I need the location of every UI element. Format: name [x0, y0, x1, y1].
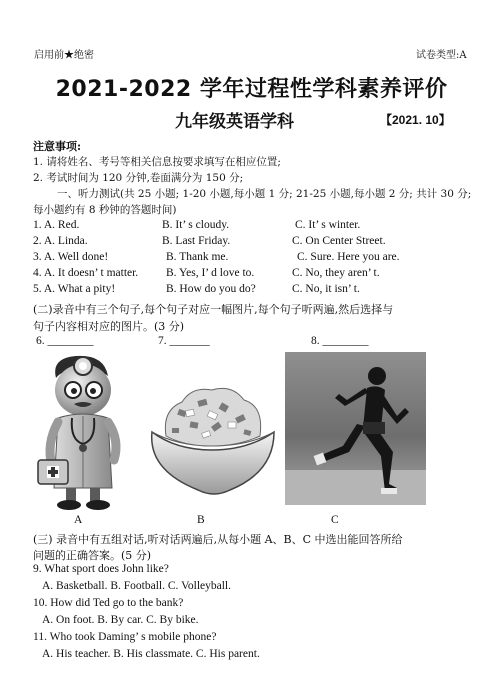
- q10-question: 10. How did Ted go to the bank?: [33, 597, 184, 609]
- q5-option-c: C. No, it isn’ t.: [292, 283, 360, 295]
- page-title: 2021-2022 学年过程性学科素养评价: [55, 77, 448, 102]
- q5-option-b: B. How do you do?: [166, 283, 256, 295]
- header-right: 试卷类型:A: [416, 50, 467, 61]
- picture-label-b: B: [197, 514, 205, 526]
- q3-option-b: B. Thank me.: [166, 251, 229, 263]
- q5-option-a: 5. A. What a pity!: [33, 283, 116, 295]
- runner-photo-picture: [285, 352, 426, 505]
- q11-question: 11. Who took Daming’ s mobile phone?: [33, 631, 217, 643]
- section2-instructions-cont: 句子内容相对应的图片。(3 分): [33, 320, 185, 333]
- q3-option-c: C. Sure. Here you are.: [297, 251, 400, 263]
- q10-options: A. On foot. B. By car. C. By bike.: [42, 614, 199, 626]
- q1-option-b: B. It’ s cloudy.: [162, 219, 230, 231]
- food-bowl-picture: [148, 380, 278, 502]
- q4-option-b: B. Yes, I’ d love to.: [166, 267, 255, 279]
- notes-heading: 注意事项:: [33, 140, 82, 153]
- q1-option-c: C. It’ s winter.: [295, 219, 361, 231]
- note-item-2: 2. 考试时间为 120 分钟,卷面满分为 150 分;: [33, 172, 244, 184]
- q2-option-c: C. On Center Street.: [292, 235, 386, 247]
- header-left: 启用前★绝密: [34, 50, 94, 61]
- q1-option-a: 1. A. Red.: [33, 219, 80, 231]
- q2-option-a: 2. A. Linda.: [33, 235, 88, 247]
- blank-6[interactable]: 6. ________: [36, 335, 94, 347]
- picture-label-c: C: [331, 514, 339, 526]
- q11-options: A. His teacher. B. His classmate. C. His parent.: [42, 648, 260, 660]
- section1-instructions-cont: 每小题约有 8 秒钟的答题时间): [33, 204, 177, 216]
- picture-label-a: A: [74, 514, 83, 526]
- q9-options: A. Basketball. B. Football. C. Volleyball.: [42, 580, 232, 592]
- doctor-cartoon-picture: [36, 348, 131, 510]
- blank-8[interactable]: 8. ________: [311, 335, 369, 347]
- exam-date: 【2021. 10】: [380, 113, 451, 127]
- section1-instructions: 一、听力测试(共 25 小题; 1-20 小题,每小题 1 分; 21-25 小题,每小题 2 分; 共计 30 分;: [57, 188, 472, 200]
- q2-option-b: B. Last Friday.: [162, 235, 231, 247]
- page-subtitle: 九年级英语学科: [175, 112, 294, 132]
- q3-option-a: 3. A. Well done!: [33, 251, 109, 263]
- q9-question: 9. What sport does John like?: [33, 563, 169, 575]
- section3-instructions-cont: 问题的正确答案。(5 分): [33, 549, 152, 562]
- q4-option-a: 4. A. It doesn’ t matter.: [33, 267, 139, 279]
- section3-instructions: (三) 录音中有五组对话,听对话两遍后,从每小题 A、B、C 中选出能回答所给: [33, 533, 403, 546]
- blank-7[interactable]: 7. _______: [158, 335, 210, 347]
- note-item-1: 1. 请将姓名、考号等相关信息按要求填写在相应位置;: [33, 156, 281, 168]
- q4-option-c: C. No, they aren’ t.: [292, 267, 380, 279]
- section2-instructions: (二)录音中有三个句子,每个句子对应一幅图片,每个句子听两遍,然后选择与: [33, 303, 394, 316]
